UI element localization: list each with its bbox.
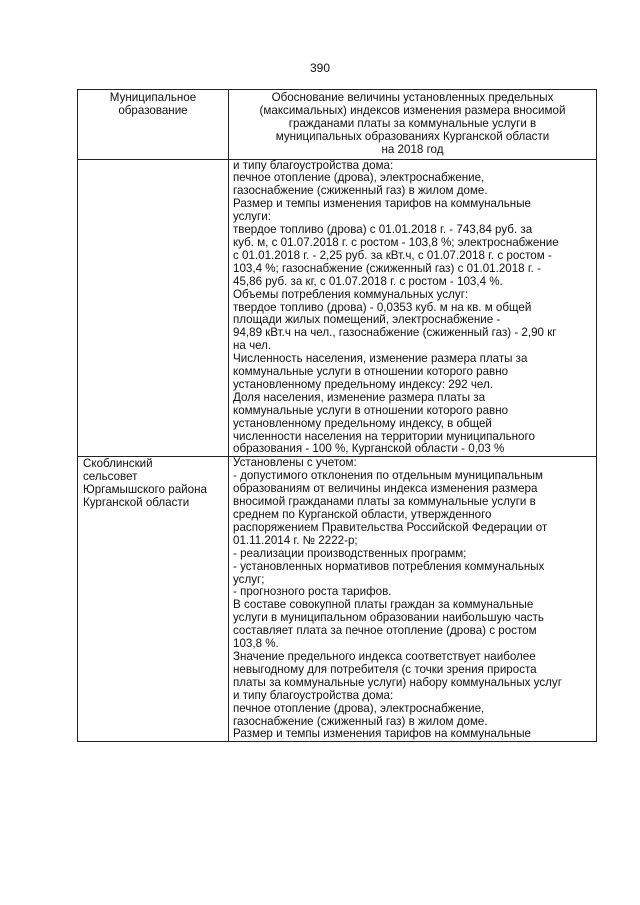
- table-row: [78, 457, 597, 742]
- text-line: вносимой гражданами платы за коммунальные услуги в: [233, 495, 536, 509]
- tariff-index-table: [77, 89, 597, 742]
- text-line: Размер и темпы изменения тарифов на коммунальные: [233, 727, 531, 741]
- header-left-line: Муниципальное: [109, 91, 197, 104]
- row1-municipality-cell: [78, 159, 229, 457]
- municipality-name-line: Курганской области: [83, 496, 190, 510]
- text-line: и типу благоустройства дома:: [233, 688, 394, 702]
- text-line: печное отопление (дрова), электроснабжение,: [233, 171, 485, 185]
- header-right-line: муниципальных образованиях Курганской области: [275, 129, 550, 143]
- text-line: с 01.01.2018 г. - 2,25 руб. за кВт.ч, с 01.07.2018 г. с ростом -: [233, 248, 552, 262]
- text-line: составляет плата за печное отопление (дрова) с ростом: [233, 624, 537, 638]
- text-line: - реализации производственных программ;: [233, 546, 467, 560]
- text-line: 103,8 %.: [233, 637, 279, 651]
- text-line: Численность населения, изменение размера платы за: [233, 352, 528, 366]
- text-line: - прогнозного роста тарифов.: [233, 585, 392, 599]
- header-justification: [229, 90, 597, 160]
- text-line: - установленных нормативов потребления коммунальных: [233, 559, 545, 573]
- text-line: Размер и темпы изменения тарифов на коммунальные: [233, 197, 531, 211]
- text-line: образованиям от величины индекса изменения размера: [233, 482, 538, 496]
- text-line: коммунальные услуги в отношении которого равно: [233, 365, 509, 379]
- row1-justification-cell: [229, 159, 597, 457]
- text-line: услуг;: [233, 572, 265, 586]
- text-line: Установлены с учетом:: [233, 456, 357, 470]
- text-line: невыгодному для потребителя (с точки зрения прироста: [233, 662, 537, 676]
- text-line: численности населения на территории муниципального: [233, 429, 535, 443]
- text-line: услуги в муниципальном образовании наибольшую часть: [233, 611, 544, 625]
- table-row: [78, 159, 597, 457]
- text-line: на чел.: [233, 339, 272, 353]
- text-line: Объемы потребления коммунальных услуг:: [233, 287, 469, 301]
- header-right-line: гражданами платы за коммунальные услуги в: [288, 116, 537, 130]
- header-municipality: [78, 90, 229, 160]
- text-line: - допустимого отклонения по отдельным муниципальным: [233, 469, 543, 483]
- page-number: 390: [309, 61, 331, 75]
- text-line: Доля населения, изменение размера платы за: [233, 390, 486, 404]
- header-left-line: образование: [118, 103, 188, 117]
- text-line: куб. м, с 01.07.2018 г. с ростом - 103,8 %; электроснабжение: [233, 235, 559, 249]
- header-right-line: (максимальных) индексов изменения размера вносимой: [259, 103, 566, 117]
- text-line: и типу благоустройства дома:: [233, 158, 394, 172]
- municipality-name-line: Юргамышского района: [83, 483, 207, 497]
- text-line: твердое топливо (дрова) - 0,0353 куб. м на кв. м общей: [233, 300, 532, 314]
- header-right-line: на 2018 год: [381, 142, 444, 156]
- text-line: Значение предельного индекса соответствует наиболее: [233, 649, 536, 663]
- table-header-row: [78, 90, 597, 160]
- text-line: 45,86 руб. за кг, с 01.07.2018 г. с ростом - 103,4 %.: [233, 274, 503, 288]
- text-line: услуги:: [233, 210, 271, 224]
- row2-justification-cell: [229, 457, 597, 742]
- row2-municipality-cell: [78, 457, 229, 742]
- text-line: 01.11.2014 г. № 2222-р;: [233, 533, 358, 547]
- text-line: В составе совокупной платы граждан за коммунальные: [233, 598, 534, 612]
- text-line: газоснабжение (сжиженный газ) в жилом доме.: [233, 184, 488, 198]
- municipality-name-line: сельсовет: [83, 470, 138, 484]
- text-line: газоснабжение (сжиженный газ) в жилом доме.: [233, 714, 488, 728]
- text-line: образования - 100 %, Курганской области - 0,03 %: [233, 442, 505, 456]
- municipality-name-line: Скоблинский: [83, 457, 153, 471]
- header-right-line: Обоснование величины установленных предельных: [271, 91, 554, 104]
- text-line: 103,4 %; газоснабжение (сжиженный газ) с 01.01.2018 г. -: [233, 261, 541, 275]
- text-line: установленному предельному индексу: 292 чел.: [233, 377, 493, 391]
- text-line: установленному предельному индексу, в общей: [233, 416, 492, 430]
- text-line: твердое топливо (дрова) с 01.01.2018 г. - 743,84 руб. за: [233, 223, 533, 237]
- text-line: платы за коммунальные услуги) набору коммунальных услуг: [233, 675, 562, 689]
- text-line: 94,89 кВт.ч на чел., газоснабжение (сжиженный газ) - 2,90 кг: [233, 326, 557, 340]
- text-line: коммунальные услуги в отношении которого равно: [233, 403, 509, 417]
- text-line: распоряжением Правительства Российской Федерации от: [233, 520, 548, 534]
- text-line: среднем по Курганской области, утвержденного: [233, 508, 492, 521]
- text-line: площади жилых помещений, электроснабжение -: [233, 313, 501, 327]
- text-line: печное отопление (дрова), электроснабжение,: [233, 701, 485, 715]
